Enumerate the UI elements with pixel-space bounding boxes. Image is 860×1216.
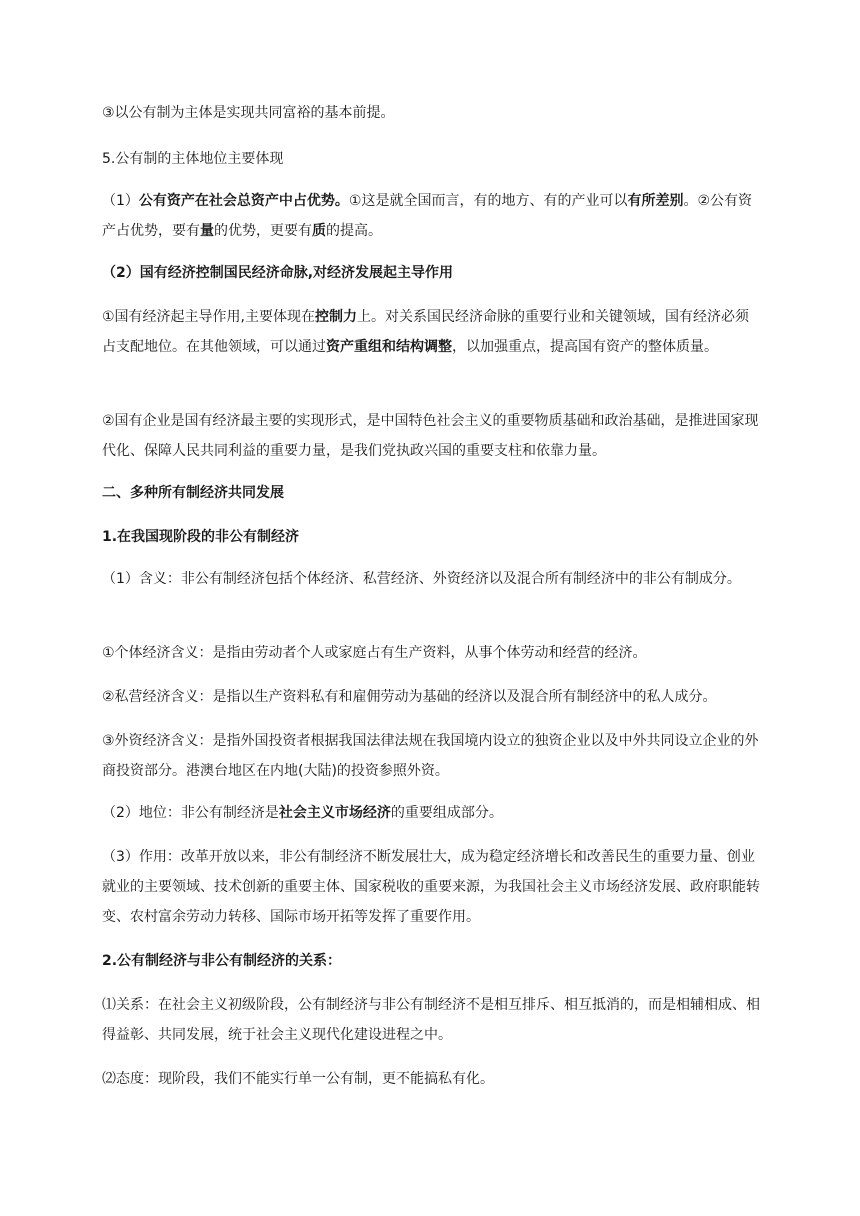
section-heading-2 bbox=[102, 478, 762, 508]
bold-text-run: 质 bbox=[312, 223, 326, 239]
paragraph-2 bbox=[102, 144, 762, 174]
text-run: 的优势，更要有 bbox=[214, 223, 312, 239]
paragraph-1 bbox=[102, 98, 762, 128]
bold-text-run: 1.在我国现阶段的非公有制经济 bbox=[102, 529, 300, 545]
bold-text-run: （2）国有经济控制国民经济命脉,对经济发展起主导作用 bbox=[102, 265, 454, 281]
text-run: ③以公有制为主体是实现共同富裕的基本前提。 bbox=[102, 105, 395, 121]
text-run: （3）作用：改革开放以来，非公有制经济不断发展壮大，成为稳定经济增长和改善民生的重要力量、创业就业的主要领域、技术创新的重要主体、国家税收的重要来源，为我国社会主义市场经济发展、政府职能转变、农村富余劳动力转移、国际市场开拓等发挥了重要作用。 bbox=[102, 849, 760, 925]
subheading-2 bbox=[102, 946, 762, 976]
paragraph-5 bbox=[102, 302, 762, 362]
bold-text-run: 有所差别 bbox=[627, 193, 684, 209]
paragraph-6 bbox=[102, 406, 762, 466]
paragraph-7 bbox=[102, 564, 762, 594]
bold-text-run: 社会主义市场经济 bbox=[278, 805, 391, 821]
text-run: 的提高。 bbox=[326, 223, 382, 239]
paragraph-11 bbox=[102, 798, 762, 828]
paragraph-10 bbox=[102, 726, 762, 786]
text-run: （2）地位：非公有制经济是 bbox=[102, 805, 279, 821]
bold-text-run: 资产重组和结构调整 bbox=[326, 339, 452, 355]
text-run: 5.公有制的主体地位主要体现 bbox=[102, 151, 284, 167]
text-run: ⑵态度：现阶段，我们不能实行单一公有制，更不能搞私有化。 bbox=[102, 1071, 494, 1087]
text-run: ⑴关系：在社会主义初级阶段，公有制经济与非公有制经济不是相互排斥、相互抵消的，而是相辅相成、相得益彰、共同发展，统于社会主义现代化建设进程之中。 bbox=[102, 997, 760, 1043]
paragraph-4 bbox=[102, 258, 762, 288]
paragraph-14 bbox=[102, 1064, 762, 1094]
bold-text-run: 控制力 bbox=[315, 309, 358, 325]
paragraph-13 bbox=[102, 990, 762, 1050]
text-run: ②私营经济含义：是指以生产资料私有和雇佣劳动为基础的经济以及混合所有制经济中的私人成分。 bbox=[102, 689, 717, 705]
bold-text-run: 量 bbox=[200, 223, 214, 239]
paragraph-9 bbox=[102, 682, 762, 712]
paragraph-12 bbox=[102, 842, 762, 932]
paragraph-8 bbox=[102, 638, 762, 668]
subheading-1 bbox=[102, 522, 762, 552]
bold-text-run: 2.公有制经济与非公有制经济的关系： bbox=[102, 953, 342, 969]
text-run: ①国有经济起主导作用,主要体现在 bbox=[102, 309, 316, 325]
text-run: 的重要组成部分。 bbox=[390, 805, 503, 821]
text-run: （1）含义：非公有制经济包括个体经济、私营经济、外资经济以及混合所有制经济中的非公有制成分。 bbox=[102, 571, 741, 587]
bold-text-run: 公有资产在社会总资产中占优势。 bbox=[138, 193, 349, 209]
paragraph-3 bbox=[102, 186, 762, 246]
text-run: ③外资经济含义：是指外国投资者根据我国法律法规在我国境内设立的独资企业以及中外共同设立企业的外商投资部分。港澳台地区在内地(大陆)的投资参照外资。 bbox=[102, 733, 759, 779]
text-run: （1） bbox=[102, 193, 139, 209]
bold-text-run: 二、多种所有制经济共同发展 bbox=[102, 485, 284, 501]
text-run: 上。对关系国民经济命脉的重要行业和关键领域，国有经济必须占支配地位。在其他领域，可以通过 bbox=[102, 309, 750, 355]
text-run: ①这是就全国而言，有的地方、有的产业可以 bbox=[348, 193, 628, 209]
text-run: ②国有企业是国有经济最主要的实现形式，是中国特色社会主义的重要物质基础和政治基础，是推进国家现代化、保障人民共同利益的重要力量，是我们党执政兴国的重要支柱和依靠力量。 bbox=[102, 413, 759, 459]
text-run: ①个体经济含义：是指由劳动者个人或家庭占有生产资料，从事个体劳动和经营的经济。 bbox=[102, 645, 647, 661]
text-run: ，以加强重点，提高国有资产的整体质量。 bbox=[452, 339, 718, 355]
text-run: 。②公有资产占优势，要有 bbox=[102, 193, 753, 239]
